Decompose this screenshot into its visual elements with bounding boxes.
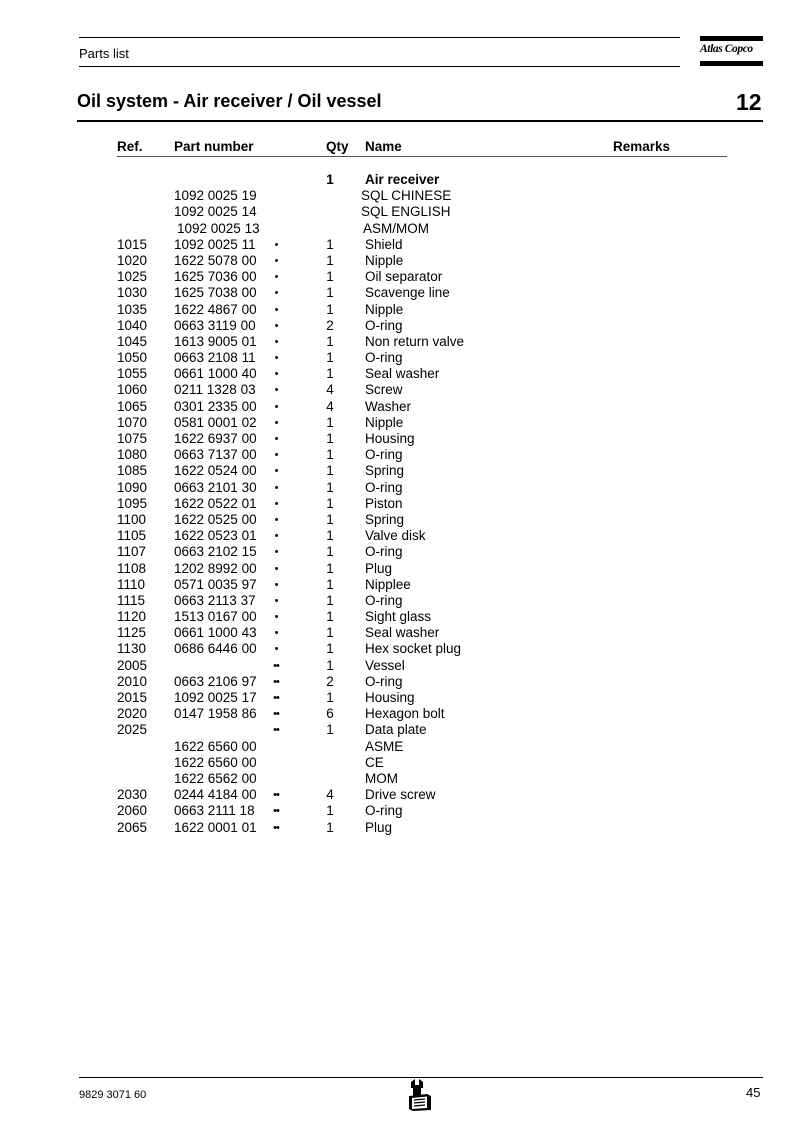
level-marker: • xyxy=(274,449,278,462)
name-cell: Plug xyxy=(365,819,393,835)
name-cell: Piston xyxy=(365,495,403,511)
part-number-cell: 0581 0001 02 xyxy=(174,414,257,430)
part-number-cell: 0211 1328 03 xyxy=(174,382,256,398)
table-row xyxy=(0,706,800,722)
level-marker: • xyxy=(274,594,278,607)
name-cell: Scavenge line xyxy=(365,285,450,301)
table-row xyxy=(0,674,800,690)
name-cell: Washer xyxy=(365,398,412,414)
table-row xyxy=(0,771,800,787)
qty-cell: 1 xyxy=(326,560,334,576)
part-number-cell: 1092 0025 13 xyxy=(177,220,260,236)
part-number-cell: 0663 2113 37 xyxy=(174,592,256,608)
table-row xyxy=(0,787,800,803)
column-remarks: Remarks xyxy=(613,139,671,154)
name-cell: Screw xyxy=(365,382,403,398)
part-number-cell: 1622 5078 00 xyxy=(174,252,257,268)
header-rule-top xyxy=(79,37,680,38)
part-number-cell: 0663 2106 97 xyxy=(174,673,257,689)
table-row xyxy=(0,350,800,366)
qty-cell: 1 xyxy=(326,172,334,187)
ref-cell: 1060 xyxy=(117,382,148,398)
level-marker: • xyxy=(274,530,278,543)
level-marker: • xyxy=(274,319,278,332)
ref-cell: 1110 xyxy=(117,576,146,592)
header-rule-bottom xyxy=(79,66,680,67)
ref-cell: 1100 xyxy=(117,511,147,527)
part-number-cell: 0661 1000 43 xyxy=(174,625,257,641)
table-row xyxy=(0,609,800,625)
wrench-manual-icon xyxy=(405,1078,435,1112)
part-number-cell: 1092 0025 11 xyxy=(174,236,256,252)
level-marker: • xyxy=(274,335,278,348)
name-cell: Hexagon bolt xyxy=(365,706,445,722)
ref-cell: 1050 xyxy=(117,350,148,366)
name-cell: O-ring xyxy=(365,592,403,608)
qty-cell: 1 xyxy=(326,447,334,463)
page-title: Oil system - Air receiver / Oil vessel xyxy=(77,91,382,111)
part-number-cell: 0663 3119 00 xyxy=(174,317,256,333)
qty-cell: 4 xyxy=(326,398,334,414)
name-cell: Housing xyxy=(365,431,415,446)
level-marker: • xyxy=(274,627,278,640)
name-cell: Data plate xyxy=(365,722,427,738)
ref-cell: 1130 xyxy=(117,641,147,657)
name-cell: Sight glass xyxy=(365,609,432,625)
table-row xyxy=(0,366,800,382)
level-marker: •• xyxy=(273,821,279,834)
table-row xyxy=(0,480,800,496)
table-row xyxy=(0,431,800,447)
part-number-cell: 1622 0523 01 xyxy=(174,528,257,544)
part-number-cell: 1613 9005 01 xyxy=(174,333,257,349)
qty-cell: 1 xyxy=(326,722,334,738)
table-row xyxy=(0,415,800,431)
level-marker: • xyxy=(274,271,278,284)
table-row xyxy=(0,463,800,479)
level-marker: • xyxy=(274,238,278,251)
name-cell: O-ring xyxy=(365,803,403,819)
level-marker: • xyxy=(274,513,278,526)
part-number-cell: 1625 7038 00 xyxy=(174,285,257,301)
part-number-cell: 1622 0525 00 xyxy=(174,511,257,527)
name-cell: Spring xyxy=(365,511,405,527)
ref-cell: 2025 xyxy=(117,722,148,738)
table-row xyxy=(0,577,800,593)
qty-cell: 4 xyxy=(326,787,334,803)
section-number: 12 xyxy=(736,89,762,115)
qty-cell: 1 xyxy=(326,350,334,366)
ref-cell: 2010 xyxy=(117,673,148,689)
name-cell: O-ring xyxy=(365,350,403,366)
level-marker: • xyxy=(274,611,278,624)
qty-cell: 1 xyxy=(326,333,334,349)
level-marker: • xyxy=(274,465,278,478)
part-number-cell: 1092 0025 14 xyxy=(174,204,257,220)
table-row xyxy=(0,447,800,463)
qty-cell: 1 xyxy=(326,431,334,446)
qty-cell: 1 xyxy=(326,301,334,317)
table-row xyxy=(0,204,800,220)
level-marker: •• xyxy=(273,708,279,721)
part-number-cell: 1622 0001 01 xyxy=(174,819,257,835)
ref-cell: 1090 xyxy=(117,479,148,495)
level-marker: •• xyxy=(273,692,279,704)
name-cell: Drive screw xyxy=(365,787,436,803)
name-cell: Valve disk xyxy=(365,528,426,544)
name-cell: O-ring xyxy=(365,447,403,463)
qty-cell: 1 xyxy=(326,511,334,527)
level-marker: • xyxy=(274,416,278,429)
name-cell: SQL ENGLISH xyxy=(361,204,451,220)
qty-cell: 2 xyxy=(326,673,334,689)
name-cell: ASME xyxy=(365,738,404,754)
ref-cell: 1045 xyxy=(117,333,148,349)
table-row xyxy=(0,641,800,657)
qty-cell: 1 xyxy=(326,576,334,592)
column-qty: Qty xyxy=(326,139,349,154)
ref-cell: 1095 xyxy=(117,495,148,511)
name-cell: Vessel xyxy=(365,657,405,673)
qty-cell: 1 xyxy=(326,236,334,252)
name-cell: Non return valve xyxy=(365,333,465,349)
qty-cell: 1 xyxy=(326,592,334,608)
name-cell: Hex socket plug xyxy=(365,641,462,657)
qty-cell: 4 xyxy=(326,382,334,398)
level-marker: •• xyxy=(273,724,279,737)
table-row xyxy=(0,188,800,204)
part-number-cell: 1622 6560 00 xyxy=(174,754,257,770)
level-marker: •• xyxy=(273,805,279,818)
column-part-number: Part number xyxy=(174,139,254,154)
table-row xyxy=(0,302,800,318)
qty-cell: 1 xyxy=(326,269,334,285)
table-row xyxy=(0,755,800,771)
part-number-cell: 0663 2102 15 xyxy=(174,544,257,560)
name-cell: Nipplee xyxy=(365,576,411,592)
qty-cell: 1 xyxy=(326,479,334,495)
ref-cell: 1030 xyxy=(117,285,148,301)
level-marker: • xyxy=(274,254,278,267)
name-cell: Nipple xyxy=(365,252,404,268)
ref-cell: 1115 xyxy=(117,592,146,608)
page-number: 45 xyxy=(746,1085,761,1100)
level-marker: • xyxy=(274,287,278,300)
table-row xyxy=(0,512,800,528)
ref-cell: 2015 xyxy=(117,690,148,705)
level-marker: • xyxy=(274,643,278,656)
ref-cell: 1040 xyxy=(117,317,148,333)
table-row xyxy=(0,285,800,301)
table-row xyxy=(0,803,800,819)
table-row xyxy=(0,318,800,334)
table-row xyxy=(0,739,800,755)
part-number-cell: 1092 0025 17 xyxy=(174,690,257,705)
table-row xyxy=(0,172,800,188)
table-row xyxy=(0,722,800,738)
ref-cell: 1120 xyxy=(117,609,147,625)
ref-cell: 2060 xyxy=(117,803,148,819)
qty-cell: 1 xyxy=(326,803,334,819)
part-number-cell: 0663 2111 18 xyxy=(174,803,255,819)
part-number-cell: 0686 6446 00 xyxy=(174,641,257,657)
name-cell: Seal washer xyxy=(365,625,440,641)
table-row xyxy=(0,658,800,674)
name-cell: MOM xyxy=(365,770,398,786)
qty-cell: 1 xyxy=(326,819,334,835)
qty-cell: 1 xyxy=(326,609,334,625)
ref-cell: 1108 xyxy=(117,560,147,576)
ref-cell: 2020 xyxy=(117,706,148,722)
ref-cell: 1025 xyxy=(117,269,148,285)
ref-cell: 2005 xyxy=(117,657,148,673)
title-rule xyxy=(77,120,763,122)
table-row xyxy=(0,253,800,269)
column-name: Name xyxy=(365,139,402,154)
qty-cell: 2 xyxy=(326,317,334,333)
name-cell: Shield xyxy=(365,236,403,252)
part-number-cell: 1622 6560 00 xyxy=(174,738,257,754)
qty-cell: 1 xyxy=(326,544,334,560)
level-marker: • xyxy=(274,368,278,381)
qty-cell: 1 xyxy=(326,495,334,511)
atlas-copco-logo: Atlas Copco xyxy=(700,36,763,68)
part-number-cell: 0147 1958 86 xyxy=(174,706,257,722)
part-number-cell: 0301 2335 00 xyxy=(174,398,257,414)
table-row xyxy=(0,544,800,560)
part-number-cell: 0663 7137 00 xyxy=(174,447,257,463)
part-number-cell: 0244 4184 00 xyxy=(174,787,257,803)
name-cell: Spring xyxy=(365,463,405,479)
column-ref: Ref. xyxy=(117,139,143,154)
part-number-cell: 0663 2101 30 xyxy=(174,479,257,495)
qty-cell: 6 xyxy=(326,706,334,722)
ref-cell: 1125 xyxy=(117,625,147,641)
level-marker: • xyxy=(274,352,278,365)
name-cell: CE xyxy=(365,754,384,770)
qty-cell: 1 xyxy=(326,657,334,673)
level-marker: • xyxy=(274,384,278,397)
qty-cell: 1 xyxy=(326,463,334,479)
qty-cell: 1 xyxy=(326,252,334,268)
table-row xyxy=(0,625,800,641)
table-row xyxy=(0,399,800,415)
table-row xyxy=(0,528,800,544)
level-marker: • xyxy=(274,400,278,413)
level-marker: •• xyxy=(273,659,279,672)
table-row xyxy=(0,561,800,577)
name-cell: Seal washer xyxy=(365,366,440,382)
ref-cell: 1055 xyxy=(117,366,148,382)
level-marker: • xyxy=(274,562,278,575)
level-marker: •• xyxy=(273,675,279,688)
document-number: 9829 3071 60 xyxy=(79,1089,147,1101)
qty-cell: 1 xyxy=(326,641,334,657)
name-cell: SQL CHINESE xyxy=(361,188,452,204)
table-row xyxy=(0,382,800,398)
name-cell: ASM/MOM xyxy=(363,220,429,236)
level-marker: •• xyxy=(273,789,279,802)
table-row xyxy=(0,593,800,609)
name-cell: O-ring xyxy=(365,544,403,560)
ref-cell: 2030 xyxy=(117,787,148,803)
part-number-cell: 1622 0522 01 xyxy=(174,495,257,511)
level-marker: • xyxy=(274,433,278,445)
name-cell: O-ring xyxy=(365,479,403,495)
ref-cell: 2065 xyxy=(117,819,148,835)
parts-table xyxy=(0,172,800,836)
column-header-rule xyxy=(117,156,727,157)
ref-cell: 1015 xyxy=(117,236,148,252)
ref-cell: 1107 xyxy=(117,544,147,560)
table-row xyxy=(0,820,800,836)
table-row xyxy=(0,334,800,350)
table-row xyxy=(0,496,800,512)
ref-cell: 1035 xyxy=(117,301,148,317)
name-cell: Plug xyxy=(365,560,393,576)
ref-cell: 1075 xyxy=(117,431,148,446)
qty-cell: 1 xyxy=(326,528,334,544)
name-cell: O-ring xyxy=(365,317,403,333)
document-type-label: Parts list xyxy=(79,46,129,61)
level-marker: • xyxy=(274,481,278,494)
part-number-cell: 1622 6937 00 xyxy=(174,431,257,446)
ref-cell: 1085 xyxy=(117,463,148,479)
name-cell: Housing xyxy=(365,690,415,705)
ref-cell: 1080 xyxy=(117,447,148,463)
part-number-cell: 0661 1000 40 xyxy=(174,366,257,382)
part-number-cell: 1625 7036 00 xyxy=(174,269,257,285)
part-number-cell: 1202 8992 00 xyxy=(174,560,257,576)
name-cell: Oil separator xyxy=(365,269,443,285)
ref-cell: 1020 xyxy=(117,252,148,268)
part-number-cell: 1622 0524 00 xyxy=(174,463,257,479)
table-row xyxy=(0,269,800,285)
table-row xyxy=(0,690,800,706)
name-cell: Air receiver xyxy=(365,172,440,187)
name-cell: Nipple xyxy=(365,414,404,430)
ref-cell: 1105 xyxy=(117,528,147,544)
qty-cell: 1 xyxy=(326,690,334,705)
part-number-cell: 1622 4867 00 xyxy=(174,301,257,317)
table-row xyxy=(0,221,800,237)
name-cell: O-ring xyxy=(365,673,403,689)
part-number-cell: 1092 0025 19 xyxy=(174,188,257,204)
part-number-cell: 0663 2108 11 xyxy=(174,350,256,366)
part-number-cell: 0571 0035 97 xyxy=(174,576,257,592)
qty-cell: 1 xyxy=(326,285,334,301)
table-row xyxy=(0,237,800,253)
qty-cell: 1 xyxy=(326,414,334,430)
ref-cell: 1065 xyxy=(117,398,148,414)
ref-cell: 1070 xyxy=(117,414,148,430)
level-marker: • xyxy=(274,303,278,316)
level-marker: • xyxy=(274,546,278,559)
part-number-cell: 1622 6562 00 xyxy=(174,770,257,786)
qty-cell: 1 xyxy=(326,625,334,641)
name-cell: Nipple xyxy=(365,301,404,317)
level-marker: • xyxy=(274,497,278,510)
qty-cell: 1 xyxy=(326,366,334,382)
level-marker: • xyxy=(274,578,278,591)
part-number-cell: 1513 0167 00 xyxy=(174,609,257,625)
